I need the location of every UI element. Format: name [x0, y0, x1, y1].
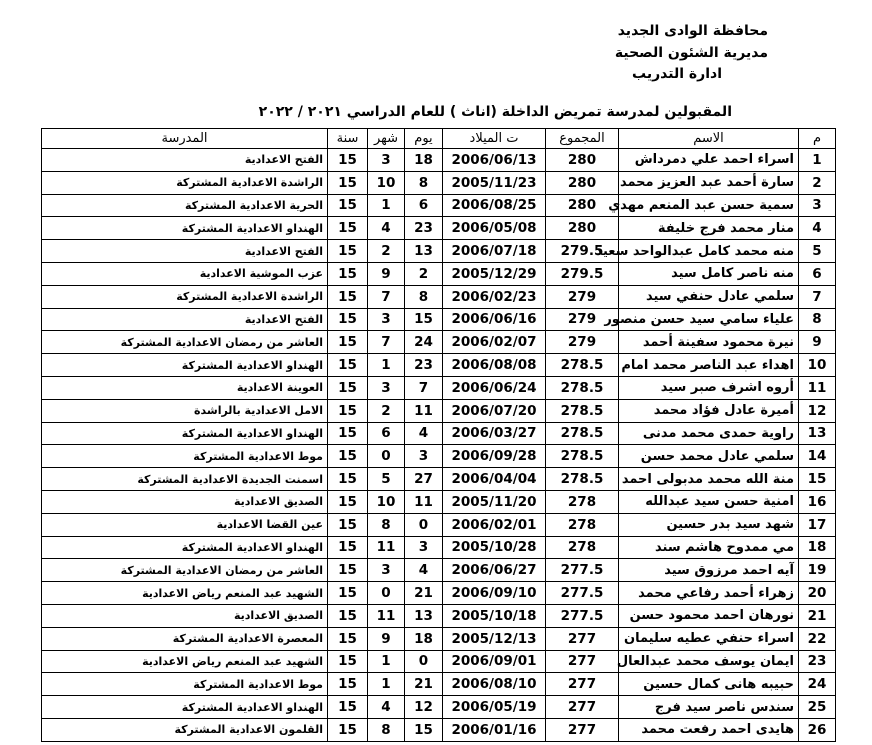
cell-day: 11 [405, 490, 443, 513]
cell-day: 0 [405, 650, 443, 673]
cell-year: 15 [328, 650, 368, 673]
cell-day: 8 [405, 171, 443, 194]
cell-school: الفتح الاعدادية [42, 240, 328, 263]
cell-birthdate: 2006/09/10 [443, 582, 546, 605]
cell-month: 3 [368, 559, 405, 582]
cell-name: شهد سيد بدر حسين [619, 513, 799, 536]
cell-total: 277 [546, 718, 619, 741]
cell-birthdate: 2005/11/23 [443, 171, 546, 194]
directorate-title: مديرية الشئون الصحية [614, 45, 768, 61]
table-row [42, 718, 836, 741]
cell-day: 0 [405, 513, 443, 536]
cell-year: 15 [328, 354, 368, 377]
cell-total: 280 [546, 217, 619, 240]
cell-name: نيرة محمود سفينة أحمد [619, 331, 799, 354]
table-row [42, 262, 836, 285]
cell-total: 277 [546, 650, 619, 673]
cell-school: الامل الاعدادية بالراشدة [42, 399, 328, 422]
cell-day: 24 [405, 331, 443, 354]
cell-school: الهنداو الاعدادية المشتركة [42, 696, 328, 719]
cell-school: المعصرة الاعدادية المشتركة [42, 627, 328, 650]
cell-name: سلمي عادل حنفي سيد [619, 285, 799, 308]
cell-name: علياء سامي سيد حسن منصور [619, 308, 799, 331]
cell-total: 280 [546, 194, 619, 217]
table-row [42, 240, 836, 263]
table-row [42, 171, 836, 194]
cell-birthdate: 2006/06/13 [443, 149, 546, 172]
cell-name: نورهان احمد محمود حسن [619, 604, 799, 627]
cell-day: 18 [405, 627, 443, 650]
cell-month: 0 [368, 582, 405, 605]
cell-name: سلمي عادل محمد حسن [619, 445, 799, 468]
table-row [42, 149, 836, 172]
cell-total: 278.5 [546, 354, 619, 377]
cell-name: سارة أحمد عبد العزيز محمد [619, 171, 799, 194]
cell-total: 278.5 [546, 376, 619, 399]
cell-total: 278.5 [546, 422, 619, 445]
cell-year: 15 [328, 171, 368, 194]
cell-day: 15 [405, 718, 443, 741]
cell-birthdate: 2006/07/18 [443, 240, 546, 263]
cell-month: 3 [368, 308, 405, 331]
cell-school: اسمنت الجديدة الاعدادية المشتركة [42, 468, 328, 491]
cell-index: 8 [799, 308, 836, 331]
cell-birthdate: 2006/02/07 [443, 331, 546, 354]
cell-index: 10 [799, 354, 836, 377]
cell-day: 15 [405, 308, 443, 331]
cell-birthdate: 2005/11/20 [443, 490, 546, 513]
cell-index: 17 [799, 513, 836, 536]
cell-day: 12 [405, 696, 443, 719]
cell-name: آيه احمد مرزوق سيد [619, 559, 799, 582]
col-header-total: المجموع [546, 129, 619, 149]
cell-month: 10 [368, 171, 405, 194]
cell-day: 13 [405, 604, 443, 627]
cell-school: الراشدة الاعدادية المشتركة [42, 285, 328, 308]
cell-month: 8 [368, 718, 405, 741]
cell-year: 15 [328, 718, 368, 741]
cell-name: امنية حسن سيد عبدالله [619, 490, 799, 513]
cell-day: 11 [405, 399, 443, 422]
cell-birthdate: 2006/02/23 [443, 285, 546, 308]
cell-year: 15 [328, 262, 368, 285]
cell-school: الفتح الاعدادية [42, 308, 328, 331]
cell-birthdate: 2006/06/27 [443, 559, 546, 582]
table-row [42, 308, 836, 331]
cell-month: 4 [368, 696, 405, 719]
cell-index: 11 [799, 376, 836, 399]
cell-day: 3 [405, 445, 443, 468]
cell-month: 1 [368, 194, 405, 217]
cell-total: 278 [546, 513, 619, 536]
cell-year: 15 [328, 445, 368, 468]
cell-name: منه محمد كامل عبدالواحد سعيد [619, 240, 799, 263]
cell-total: 279 [546, 285, 619, 308]
cell-day: 13 [405, 240, 443, 263]
cell-day: 23 [405, 217, 443, 240]
cell-day: 21 [405, 673, 443, 696]
cell-month: 1 [368, 650, 405, 673]
cell-school: الحرية الاعدادية المشتركة [42, 194, 328, 217]
table-row [42, 582, 836, 605]
cell-index: 25 [799, 696, 836, 719]
cell-month: 6 [368, 422, 405, 445]
cell-birthdate: 2006/07/20 [443, 399, 546, 422]
table-row [42, 399, 836, 422]
cell-index: 16 [799, 490, 836, 513]
table-row [42, 604, 836, 627]
col-header-index: م [799, 129, 836, 149]
cell-name: اهداء عبد الناصر محمد امام [619, 354, 799, 377]
cell-birthdate: 2005/12/29 [443, 262, 546, 285]
cell-birthdate: 2006/04/04 [443, 468, 546, 491]
cell-birthdate: 2006/08/10 [443, 673, 546, 696]
cell-index: 15 [799, 468, 836, 491]
cell-year: 15 [328, 627, 368, 650]
cell-year: 15 [328, 559, 368, 582]
cell-birthdate: 2005/10/28 [443, 536, 546, 559]
cell-year: 15 [328, 604, 368, 627]
col-header-year: سنة [328, 129, 368, 149]
cell-index: 24 [799, 673, 836, 696]
cell-month: 3 [368, 149, 405, 172]
cell-index: 7 [799, 285, 836, 308]
cell-total: 280 [546, 149, 619, 172]
col-header-name: الاسم [619, 129, 799, 149]
cell-year: 15 [328, 422, 368, 445]
table-body [42, 149, 836, 742]
table-row [42, 559, 836, 582]
cell-total: 277.5 [546, 604, 619, 627]
cell-month: 2 [368, 399, 405, 422]
cell-school: موط الاعدادية المشتركة [42, 673, 328, 696]
cell-year: 15 [328, 285, 368, 308]
table-row [42, 536, 836, 559]
cell-year: 15 [328, 468, 368, 491]
cell-name: سندس ناصر سيد فرج [619, 696, 799, 719]
cell-total: 279 [546, 308, 619, 331]
cell-total: 279.5 [546, 262, 619, 285]
cell-school: الهنداو الاعدادية المشتركة [42, 354, 328, 377]
cell-year: 15 [328, 331, 368, 354]
cell-total: 280 [546, 171, 619, 194]
cell-day: 4 [405, 422, 443, 445]
cell-birthdate: 2006/09/01 [443, 650, 546, 673]
cell-index: 14 [799, 445, 836, 468]
table-row [42, 490, 836, 513]
cell-total: 278.5 [546, 468, 619, 491]
cell-month: 11 [368, 536, 405, 559]
admissions-table [41, 128, 836, 742]
governorate-title: محافظة الوادى الجديد [617, 23, 768, 39]
cell-total: 278.5 [546, 399, 619, 422]
cell-month: 9 [368, 262, 405, 285]
table-row [42, 354, 836, 377]
table-row [42, 673, 836, 696]
cell-school: القلمون الاعدادية المشتركة [42, 718, 328, 741]
cell-school: العوينة الاعدادية [42, 376, 328, 399]
cell-index: 6 [799, 262, 836, 285]
cell-day: 6 [405, 194, 443, 217]
cell-year: 15 [328, 673, 368, 696]
cell-index: 13 [799, 422, 836, 445]
cell-school: الفتح الاعدادية [42, 149, 328, 172]
cell-name: منار محمد فرج خليفة [619, 217, 799, 240]
cell-month: 1 [368, 673, 405, 696]
cell-index: 1 [799, 149, 836, 172]
cell-year: 15 [328, 240, 368, 263]
table-row [42, 285, 836, 308]
cell-school: الصديق الاعدادية [42, 490, 328, 513]
cell-year: 15 [328, 399, 368, 422]
cell-name: راوية حمدى محمد مدنى [619, 422, 799, 445]
cell-month: 0 [368, 445, 405, 468]
cell-name: أروه اشرف صبر سيد [619, 376, 799, 399]
cell-year: 15 [328, 696, 368, 719]
cell-birthdate: 2006/06/24 [443, 376, 546, 399]
table-row [42, 217, 836, 240]
cell-school: عين القضا الاعدادية [42, 513, 328, 536]
cell-index: 20 [799, 582, 836, 605]
cell-total: 277.5 [546, 559, 619, 582]
col-header-month: شهر [368, 129, 405, 149]
cell-name: اسراء احمد علي دمرداش [619, 149, 799, 172]
cell-index: 19 [799, 559, 836, 582]
table-row [42, 331, 836, 354]
cell-total: 277 [546, 673, 619, 696]
cell-birthdate: 2005/12/13 [443, 627, 546, 650]
cell-index: 23 [799, 650, 836, 673]
cell-total: 279 [546, 331, 619, 354]
cell-index: 4 [799, 217, 836, 240]
cell-birthdate: 2006/08/25 [443, 194, 546, 217]
cell-month: 10 [368, 490, 405, 513]
cell-name: أميرة عادل فؤاد محمد [619, 399, 799, 422]
cell-year: 15 [328, 582, 368, 605]
cell-total: 278.5 [546, 445, 619, 468]
cell-month: 4 [368, 217, 405, 240]
cell-birthdate: 2006/01/16 [443, 718, 546, 741]
table-row [42, 627, 836, 650]
cell-month: 2 [368, 240, 405, 263]
cell-day: 4 [405, 559, 443, 582]
cell-total: 277 [546, 696, 619, 719]
cell-name: اسراء حنفي عطيه سليمان [619, 627, 799, 650]
cell-year: 15 [328, 376, 368, 399]
table-row [42, 650, 836, 673]
cell-birthdate: 2006/05/19 [443, 696, 546, 719]
cell-birthdate: 2005/10/18 [443, 604, 546, 627]
cell-day: 21 [405, 582, 443, 605]
cell-name: سمية حسن عبد المنعم مهدي [619, 194, 799, 217]
cell-year: 15 [328, 194, 368, 217]
cell-month: 5 [368, 468, 405, 491]
cell-school: الراشدة الاعدادية المشتركة [42, 171, 328, 194]
cell-total: 278 [546, 490, 619, 513]
cell-school: الشهيد عبد المنعم رياض الاعدادية [42, 582, 328, 605]
cell-name: منه ناصر كامل سيد [619, 262, 799, 285]
cell-index: 12 [799, 399, 836, 422]
cell-month: 7 [368, 331, 405, 354]
cell-year: 15 [328, 149, 368, 172]
cell-index: 21 [799, 604, 836, 627]
table-row [42, 468, 836, 491]
cell-day: 8 [405, 285, 443, 308]
table-row [42, 445, 836, 468]
cell-day: 3 [405, 536, 443, 559]
cell-month: 7 [368, 285, 405, 308]
cell-year: 15 [328, 513, 368, 536]
cell-day: 27 [405, 468, 443, 491]
col-header-day: يوم [405, 129, 443, 149]
cell-month: 1 [368, 354, 405, 377]
cell-total: 278 [546, 536, 619, 559]
cell-birthdate: 2006/05/08 [443, 217, 546, 240]
cell-year: 15 [328, 536, 368, 559]
table-row [42, 513, 836, 536]
cell-school: الهنداو الاعدادية المشتركة [42, 217, 328, 240]
cell-name: زهراء أحمد رفاعي محمد [619, 582, 799, 605]
cell-birthdate: 2006/02/01 [443, 513, 546, 536]
cell-index: 22 [799, 627, 836, 650]
table-row [42, 376, 836, 399]
cell-day: 7 [405, 376, 443, 399]
cell-month: 9 [368, 627, 405, 650]
cell-total: 279.5 [546, 240, 619, 263]
cell-birthdate: 2006/06/16 [443, 308, 546, 331]
cell-year: 15 [328, 308, 368, 331]
cell-index: 3 [799, 194, 836, 217]
cell-birthdate: 2006/08/08 [443, 354, 546, 377]
cell-total: 277.5 [546, 582, 619, 605]
cell-index: 2 [799, 171, 836, 194]
cell-day: 23 [405, 354, 443, 377]
cell-name: ايمان يوسف محمد عبدالعال [619, 650, 799, 673]
cell-school: موط الاعدادية المشتركة [42, 445, 328, 468]
cell-school: الهنداو الاعدادية المشتركة [42, 422, 328, 445]
cell-index: 9 [799, 331, 836, 354]
cell-birthdate: 2006/03/27 [443, 422, 546, 445]
cell-name: مي ممدوح هاشم سند [619, 536, 799, 559]
document-title: المقبولين لمدرسة تمريض الداخلة (اناث ) للعام الدراسي ٢٠٢١ / ٢٠٢٢ [258, 104, 732, 120]
cell-year: 15 [328, 217, 368, 240]
cell-total: 277 [546, 627, 619, 650]
cell-school: عزب الموشية الاعدادية [42, 262, 328, 285]
cell-year: 15 [328, 490, 368, 513]
cell-month: 8 [368, 513, 405, 536]
cell-school: الصديق الاعدادية [42, 604, 328, 627]
cell-name: هايدى احمد رفعت محمد [619, 718, 799, 741]
table-row [42, 194, 836, 217]
cell-index: 26 [799, 718, 836, 741]
cell-school: العاشر من رمضان الاعدادية المشتركة [42, 559, 328, 582]
col-header-school: المدرسة [42, 129, 328, 149]
cell-month: 3 [368, 376, 405, 399]
cell-name: منة الله محمد مدبولى احمد [619, 468, 799, 491]
table-header-row [42, 129, 836, 149]
table-row [42, 422, 836, 445]
cell-index: 18 [799, 536, 836, 559]
cell-month: 11 [368, 604, 405, 627]
table-row [42, 696, 836, 719]
cell-school: الشهيد عبد المنعم رياض الاعدادية [42, 650, 328, 673]
cell-birthdate: 2006/09/28 [443, 445, 546, 468]
cell-school: الهنداو الاعدادية المشتركة [42, 536, 328, 559]
cell-school: العاشر من رمضان الاعدادية المشتركة [42, 331, 328, 354]
col-header-birthdate: ت الميلاد [443, 129, 546, 149]
cell-name: حبيبه هانى كمال حسين [619, 673, 799, 696]
cell-index: 5 [799, 240, 836, 263]
department-title: ادارة التدريب [632, 66, 722, 82]
cell-day: 2 [405, 262, 443, 285]
cell-day: 18 [405, 149, 443, 172]
